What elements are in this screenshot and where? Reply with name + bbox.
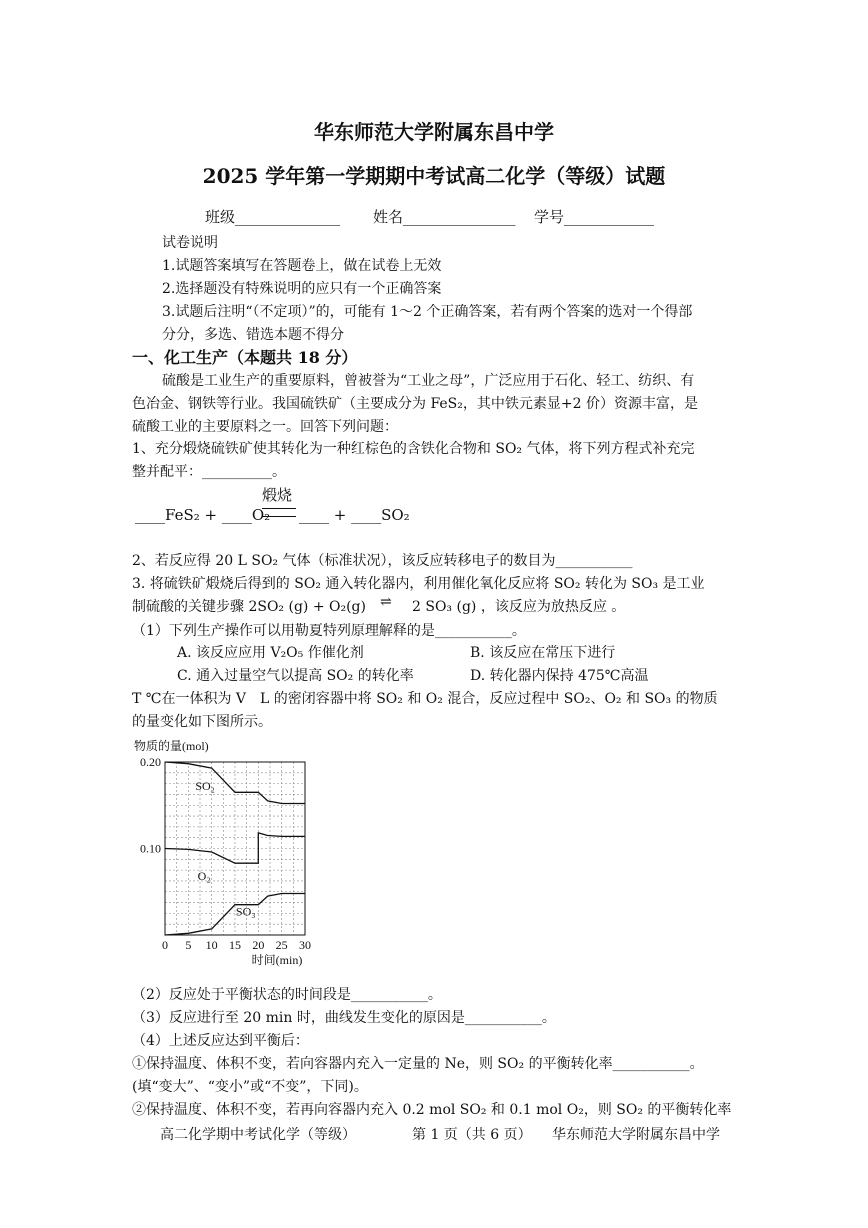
- x-tick-label: 30: [299, 938, 311, 952]
- context-line: T ℃在一体积为 V L 的密闭容器中将 SO₂ 和 O₂ 混合，反应过程中 SO₂、O₂ 和 SO₃ 的物质: [132, 691, 718, 707]
- question-3-line: 3. 将硫铁矿煅烧后得到的 SO₂ 通入转化器内，利用催化氧化反应将 SO₂ 转化为 SO₃ 是工业: [132, 576, 705, 592]
- y-tick-label: 0.10: [140, 841, 161, 856]
- x-tick-label: 10: [205, 938, 218, 952]
- equation-condition: 煅烧: [262, 486, 293, 504]
- question-3-1: （1）下列生产操作可以用勒夏特列原理解释的是___________。: [132, 623, 526, 639]
- question-3-3: （3）反应进行至 20 min 时，曲线发生变化的原因是___________。: [132, 1010, 556, 1026]
- instructions-heading: 试卷说明: [162, 235, 218, 251]
- option-a: A. 该反应应用 V₂O₅ 作催化剂: [177, 645, 364, 661]
- intro-line: 色冶金、钢铁等行业。我国硫铁矿（主要成分为 FeS₂，其中铁元素显+2 价）资源丰富，是: [132, 396, 698, 412]
- x-tick-label: 20: [252, 938, 265, 952]
- equation-right: ____ + ____SO₂: [299, 506, 410, 524]
- section-title: 一、化工生产（本题共 18 分）: [132, 348, 358, 367]
- school-title: 华东师范大学附属东昌中学: [314, 120, 554, 144]
- student-id-field: 学号____________: [534, 208, 655, 226]
- option-d: D. 转化器内保持 475℃高温: [470, 668, 649, 684]
- series-label: SO₂: [195, 779, 215, 794]
- intro-line: 硫酸工业的主要原料之一。回答下列问题：: [132, 419, 398, 435]
- question-3-4b: ②保持温度、体积不变，若再向容器内充入 0.2 mol SO₂ 和 0.1 mol O₂，则 SO₂ 的平衡转化率: [132, 1102, 732, 1118]
- x-tick-label: 0: [162, 938, 168, 952]
- footer-right: 华东师范大学附属东昌中学: [552, 1127, 720, 1143]
- equation-left: ____FeS₂ + ____O₂: [135, 506, 271, 524]
- instruction-item: 3.试题后注明“（不定项）”的，可能有 1～2 个正确答案，若有两个答案的选对一个得部: [162, 304, 693, 320]
- question-3-4a: (填“变大”、“变小”或“不变”，下同)。: [132, 1079, 368, 1095]
- series-label: SO₃: [235, 904, 256, 919]
- context-line: 的量变化如下图所示。: [132, 714, 272, 730]
- x-tick-label: 25: [275, 938, 288, 952]
- question-1-line: 整并配平：__________。: [132, 464, 286, 480]
- amount-vs-time-chart: [120, 735, 340, 975]
- footer-left: 高二化学期中考试化学（等级）: [160, 1127, 356, 1143]
- question-3-line: 制硫酸的关键步骤 2SO₂ (g) + O₂(g): [132, 599, 366, 615]
- exam-title: 2025 学年第一学期期中考试高二化学（等级）试题: [202, 164, 666, 188]
- x-tick-label: 5: [185, 938, 192, 952]
- equation-arrow: [262, 508, 296, 517]
- question-3-4a: ①保持温度、体积不变，若向容器内充入一定量的 Ne，则 SO₂ 的平衡转化率___________。: [132, 1056, 704, 1072]
- y-tick-label: 0.20: [140, 755, 161, 769]
- question-3-2: （2）反应处于平衡状态的时间段是___________。: [132, 987, 442, 1003]
- y-axis-label: 物质的量(mol): [134, 739, 209, 753]
- question-1-line: 1、充分煅烧硫铁矿使其转化为一种红棕色的含铁化合物和 SO₂ 气体，将下列方程式补充完: [132, 441, 695, 457]
- option-c: C. 通入过量空气以提高 SO₂ 的转化率: [177, 668, 414, 684]
- class-field: 班级______________: [205, 208, 341, 226]
- question-3-4: （4）上述反应达到平衡后：: [132, 1033, 309, 1049]
- series-label: O₂: [197, 869, 211, 884]
- equilibrium-arrow: ⇌: [380, 594, 392, 610]
- option-b: B. 该反应在常压下进行: [470, 645, 616, 661]
- name-field: 姓名_______________: [373, 208, 516, 226]
- instruction-item: 2.选择题没有特殊说明的应只有一个正确答案: [162, 281, 442, 297]
- instruction-item: 分分，多选、错选本题不得分: [162, 327, 344, 343]
- footer-page: 第 1 页（共 6 页）: [412, 1127, 532, 1143]
- instruction-item: 1.试题答案填写在答题卷上，做在试卷上无效: [162, 258, 442, 274]
- question-3-line: 2 SO₃ (g) ，该反应为放热反应 。: [412, 599, 626, 615]
- intro-line: 硫酸是工业生产的重要原料，曾被誉为“工业之母”，广泛应用于石化、轻工、纺织、有: [162, 373, 695, 389]
- x-tick-label: 15: [229, 938, 241, 952]
- question-2: 2、若反应得 20 L SO₂ 气体（标准状况），该反应转移电子的数目为___________: [132, 553, 633, 569]
- x-axis-label: 时间(min): [251, 953, 303, 967]
